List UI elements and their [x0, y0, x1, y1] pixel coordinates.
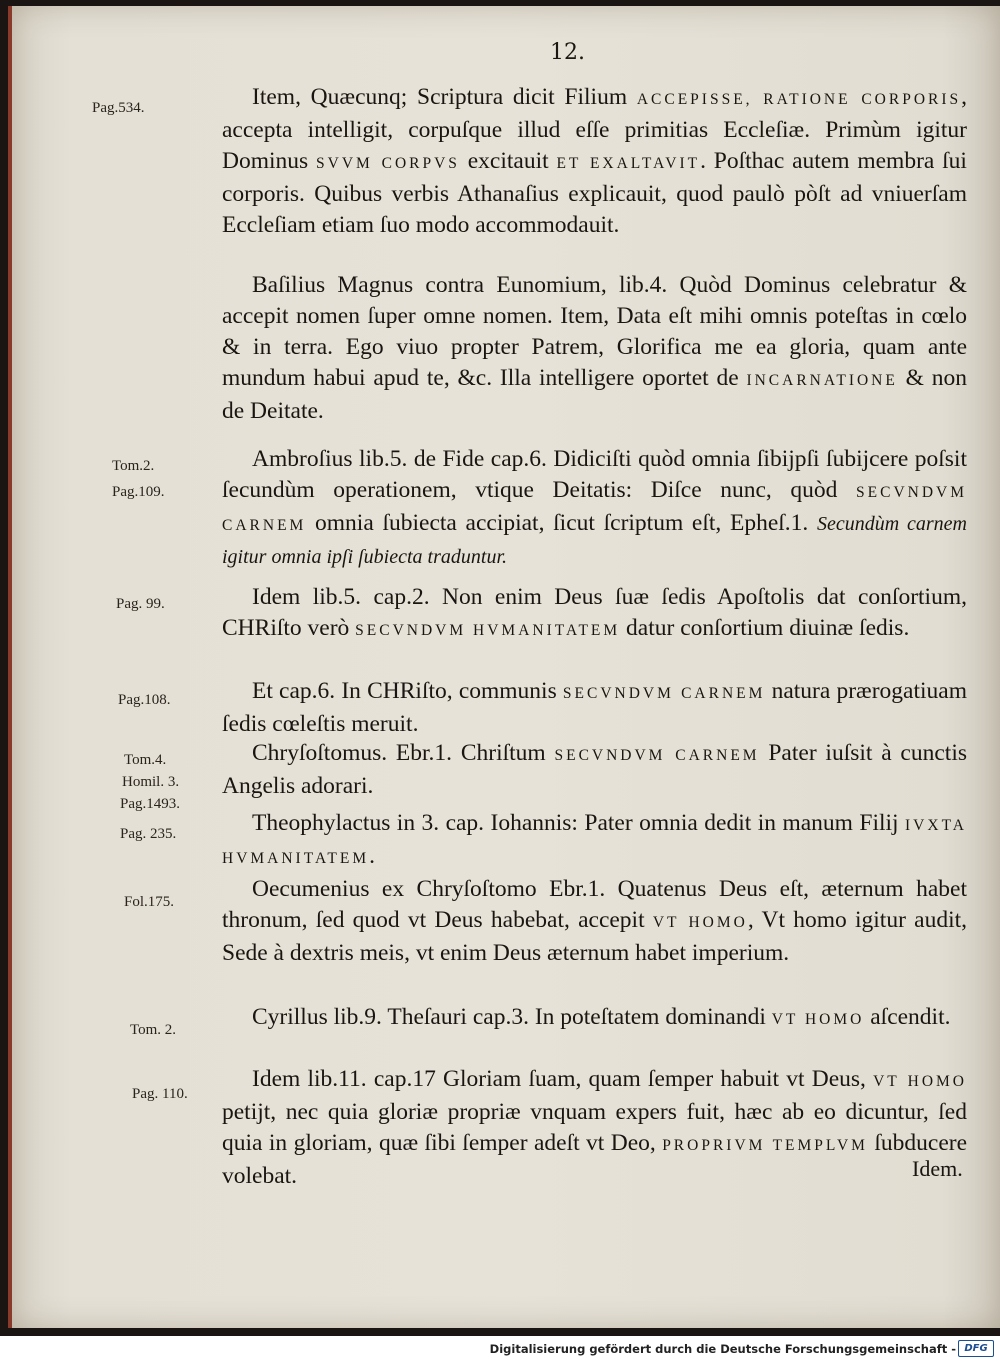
dfg-logo-icon: DFG	[958, 1340, 994, 1357]
margin-note: Tom.4.	[124, 752, 167, 768]
small-caps-run: PROPRIVM TEMPLVM	[662, 1137, 868, 1154]
margin-note: Homil. 3.	[122, 774, 180, 790]
text-run: ſubducere volebat.	[222, 1130, 967, 1189]
text-run: Oecumenius ex Chryſoſtomo Ebr.1. Quatenus Deus eſt, æternum habet thronum, ſed quod vt Deus habebat, accepit	[222, 876, 967, 933]
text-run: aſcendit.	[864, 1004, 951, 1030]
paragraph-basilius	[222, 270, 967, 427]
text-run: Theophylactus in 3. cap. Iohannis: Pater omnia dedit in manum Filij	[252, 810, 906, 836]
paragraph-chrysostomus	[222, 738, 967, 802]
margin-note: Fol.175.	[124, 894, 175, 910]
small-caps-run: SECVNDVM HVMANITATEM	[355, 622, 621, 639]
margin-note: Pag. 110.	[132, 1086, 188, 1102]
small-caps-run: SVVM CORPVS	[316, 155, 460, 172]
small-caps-run: VT HOMO	[652, 914, 748, 931]
small-caps-run: ET EXALTAVIT	[556, 155, 701, 172]
text-run: , accepta intelligit, corpuſque illud eſſe primitias Eccleſiæ. Primùm igitur Dominus	[222, 84, 968, 174]
small-caps-run: VT HOMO	[771, 1011, 865, 1028]
small-caps-run: VT HOMO	[873, 1073, 968, 1090]
paragraph-cyrillus	[222, 1002, 967, 1035]
margin-note: Pag. 99.	[116, 596, 165, 612]
margin-note: Pag.109.	[112, 484, 165, 500]
text-run: excitauit	[459, 148, 557, 174]
small-caps-run: SECVNDVM CARNEM	[554, 747, 760, 764]
book-page	[8, 6, 1000, 1328]
paragraph-idem-lib5	[222, 582, 967, 646]
text-run: , Vt homo igitur audit, Sede à dextris meis, vt enim Deus æternum habet imperium.	[222, 907, 968, 966]
text-run: natura prærogatiuam ſedis cœleſtis meruit.	[222, 678, 967, 737]
text-run: petijt, nec quia gloriæ propriæ vnquam expers fuit, hæc ab eo dicuntur, ſed quia in gloriam, quæ ſibi ſemper adeſt vt Deo,	[222, 1099, 967, 1156]
text-run: Et cap.6. In CHRiſto, communis	[252, 678, 563, 704]
text-run: Baſilius Magnus contra Eunomium, lib.4. Quòd Dominus celebratur & accepit nomen ſuper omne nomen. Item, Data eſt mihi omnis poteſtas in cœlo & in terra. Ego viuo propter Patrem, Glorifica me ea gloria, quam ante mundum habui apud te, &c. Illa intelligere oportet de	[222, 272, 967, 391]
footer-bar	[0, 1336, 1000, 1361]
text-run: Chryſoſtomus. Ebr.1. Chriſtum	[252, 740, 555, 766]
text-run: Cyrillus lib.9. Theſauri cap.3. In poteſtatem dominandi	[252, 1004, 772, 1030]
paragraph-idem-lib11	[222, 1064, 967, 1192]
paragraph-ambrosius	[222, 444, 967, 573]
text-run: omnia ſubiecta accipiat, ſicut ſcriptum eſt, Epheſ.1.	[306, 510, 817, 536]
text-run: Item, Quæcunq; Scriptura dicit Filium	[252, 84, 637, 110]
text-run: & non de Deitate.	[222, 365, 967, 424]
small-caps-run: IVXTA HVMANITATEM	[222, 817, 967, 867]
text-run: Idem lib.11. cap.17 Gloriam ſuam, quam ſemper habuit vt Deus,	[252, 1066, 874, 1092]
page-number: 12.	[550, 40, 585, 65]
paragraph-oecumenius	[222, 874, 967, 969]
margin-note: Pag. 235.	[120, 826, 177, 842]
paragraph-et-cap6	[222, 676, 967, 740]
margin-note: Tom. 2.	[130, 1022, 177, 1038]
italic-run: Secundùm carnem igitur omnia ipſi ſubiecta traduntur.	[222, 513, 967, 568]
small-caps-run: ACCEPISSE, RATIONE CORPORIS	[636, 91, 962, 108]
margin-note: Pag.108.	[118, 692, 171, 708]
margin-note: Pag.1493.	[120, 796, 180, 812]
small-caps-run: SECVNDVM CARNEM	[222, 484, 967, 534]
text-run: Ambroſius lib.5. de Fide cap.6. Didiciſti quòd omnia ſibijpſi ſubijcere poſsit ſecundùm operationem, vtique Deitatis: Diſce nunc, quòd	[222, 446, 967, 503]
margin-note: Pag.534.	[92, 100, 145, 116]
small-caps-run: INCARNATIONE	[746, 372, 898, 389]
text-run: .	[369, 843, 376, 869]
text-run: Pater iuſsit à cunctis Angelis adorari.	[222, 740, 967, 799]
funding-notice: Digitalisierung gefördert durch die Deutsche Forschungsgemeinschaft -	[489, 1342, 956, 1356]
paragraph-theophylactus	[222, 808, 967, 874]
text-run: datur conſortium diuinæ ſedis.	[620, 615, 910, 641]
margin-note: Tom.2.	[112, 458, 155, 474]
small-caps-run: SECVNDVM CARNEM	[562, 685, 766, 702]
catchword: Idem.	[912, 1156, 963, 1181]
text-run: . Poſthac autem membra ſui corporis. Quibus verbis Athanaſius explicauit, quod paulò pòſt ad vniuerſam Eccleſiam etiam ſuo modo accommodauit.	[222, 148, 967, 238]
text-run: Idem lib.5. cap.2. Non enim Deus ſuæ ſedis Apoſtolis dat conſortium, CHRiſto verò	[222, 584, 967, 641]
paragraph-athanasius	[222, 82, 967, 241]
